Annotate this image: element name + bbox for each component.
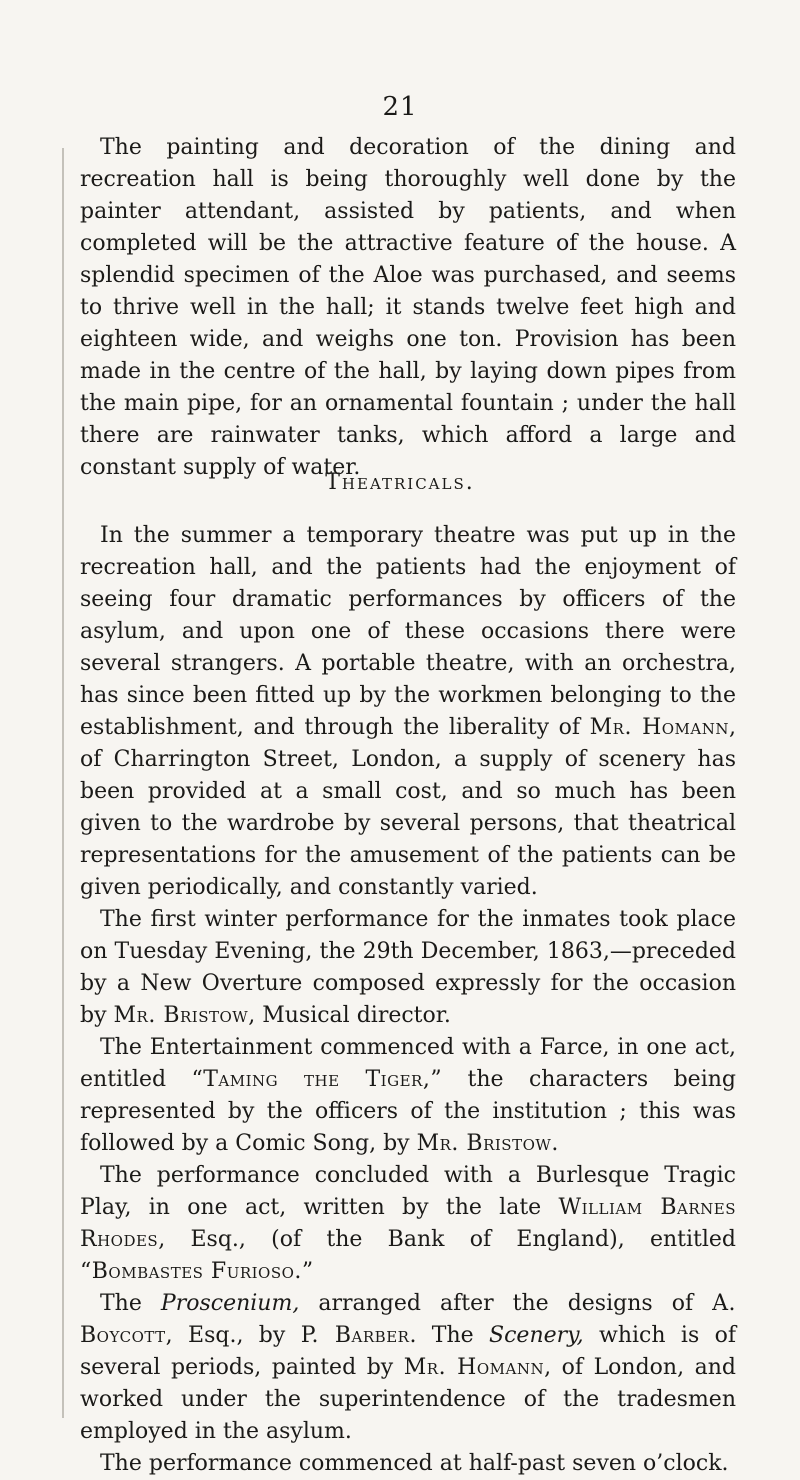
- paragraph-temporary-theatre: [80, 520, 736, 904]
- paragraph-proscenium-text-c: , Esq., by: [165, 1323, 301, 1348]
- italic-scenery: Scenery,: [489, 1323, 584, 1348]
- paragraph-burlesque-text-a: The performance concluded with a Burlesque Tragic Play, in one act, written by the late: [80, 1163, 736, 1220]
- paragraph-performance-time: The performance commenced at half-past seven o’clock.: [100, 1451, 729, 1476]
- title-bombastes-furioso: “Bombastes Furioso.”: [80, 1259, 314, 1284]
- name-bristow-second: Mr. Bristow: [416, 1131, 552, 1156]
- text-section-one: [80, 132, 736, 484]
- italic-proscenium: Proscenium,: [160, 1291, 300, 1316]
- paragraph-proscenium-text-b: arranged after the designs of: [299, 1291, 713, 1316]
- page-edge-shadow: [62, 148, 64, 1418]
- name-boycott: A. Boycott: [80, 1291, 736, 1348]
- paragraph-first-winter-performance: [80, 904, 736, 1032]
- paragraph-proscenium-text-f: , of London, and worked under the superintendence of the tradesmen employed in the asylum.: [80, 1355, 737, 1444]
- paragraph-aloe-fountain: The painting and decoration of the dining and recreation hall is being thoroughly well done by the painter attendant, assisted by patients, and when completed will be the attractive feature of the house. A splendid specimen of the Aloe was purchased, and seems to thrive well in the hall; it stands twelve feet high and eighteen wide, and weighs one ton. Provision has been made in the centre of the hall, by laying down pipes from the main pipe, for an ornamental fountain ; under the hall there are rainwater tanks, which afford a large and constant supply of water.: [80, 135, 736, 480]
- paragraph-proscenium-text-e: which is of several periods, painted by: [80, 1323, 736, 1380]
- paragraph-proscenium-text-a: The: [100, 1291, 161, 1316]
- paragraph-farce-text-b: the characters being represented by the officers of the institution ; this was followed by a Comic Song, by: [80, 1067, 736, 1156]
- name-bristow: Mr. Bristow: [113, 1003, 249, 1028]
- paragraph-proscenium-scenery: [80, 1288, 736, 1448]
- paragraph-farce-text-a: The Entertainment commenced with a Farce, in one act, entitled: [80, 1035, 736, 1092]
- name-barber: P. Barber: [300, 1323, 410, 1348]
- paragraph-performance-text-a: The first winter performance for the inmates took place on Tuesday Evening, the 29th December, 1863,—preceded by a New Overture composed expressly for the occasion by: [80, 907, 736, 1028]
- paragraph-farce: [80, 1032, 736, 1160]
- paragraph-performance-text-b: , Musical director.: [248, 1003, 451, 1028]
- paragraph-farce-text-c: .: [551, 1131, 559, 1156]
- page-number: 21: [382, 92, 418, 122]
- paragraph-theatre-text-a: In the summer a temporary theatre was put up in the recreation hall, and the patients had the enjoyment of seeing four dramatic performances by officers of the asylum, and upon one of these occasions there were several strangers. A portable theatre, with an orchestra, has since been fitted up by the workmen belonging to the establishment, and through the liberality of: [80, 523, 736, 740]
- text-section-two: [80, 520, 736, 1480]
- name-homann: Mr. Homann: [589, 715, 730, 740]
- section-heading-theatricals: Theatricals.: [325, 470, 475, 495]
- name-homann-second: Mr. Homann: [403, 1355, 545, 1380]
- paragraph-proscenium-text-d: . The: [409, 1323, 490, 1348]
- paragraph-burlesque: [80, 1160, 736, 1288]
- paragraph-burlesque-text-b: , Esq., (of the Bank of England), entitled: [158, 1227, 736, 1252]
- paragraph-theatre-text-b: , of Charrington Street, London, a supply of scenery has been provided at a small cost, and so much has been given to the wardrobe by several persons, that theatrical representations for the amusement of the patients can be given periodically, and constantly varied.: [80, 715, 737, 900]
- name-william-barnes-rhodes: William Barnes Rhodes: [80, 1195, 736, 1252]
- title-taming-the-tiger: “Taming the Tiger,”: [191, 1067, 443, 1092]
